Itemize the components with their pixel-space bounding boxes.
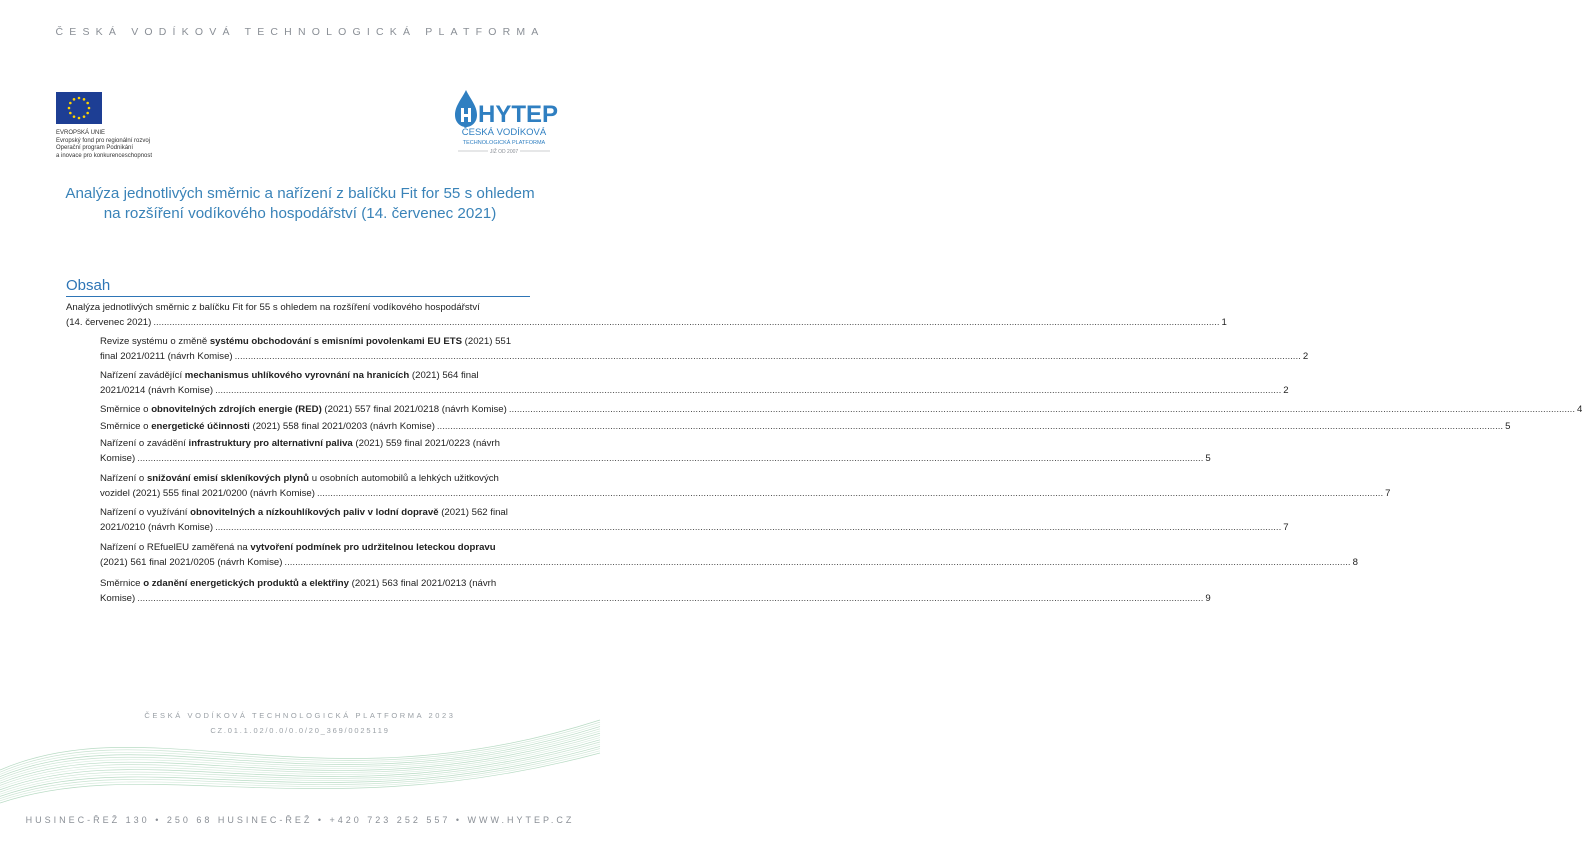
toc-entry-text: (14. červenec 2021) [66, 317, 152, 328]
toc-entry-text: Nařízení o REfuelEU zaměřená na [100, 542, 251, 553]
eu-star-icon [69, 112, 72, 115]
toc-entry-text: (2021) 559 final 2021/0223 (návrh [352, 438, 500, 449]
toc-dot-leader: ................................................................................................................................................................................................................................................................................................................................................................................................................ [137, 593, 1204, 604]
toc-entry-text: (2021) 563 final 2021/0213 (návrh [348, 578, 497, 589]
toc-entry-text: obnovitelných zdrojích energie (RED) [151, 404, 322, 415]
toc-dot-leader: ................................................................................................................................................................................................................................................................................................................................................................................................................ [234, 351, 1301, 362]
toc-entry-text: Analýza jednotlivých směrnic z balíčku Fit for 55 s ohledem na rozšíření vodíkového hospodářství [66, 302, 480, 313]
document-title: Analýza jednotlivých směrnic a nařízení z balíčku Fit for 55 s ohledem na rozšíření vodíkového hospodářství (14. červenec 2021) [65, 185, 535, 222]
platform-header: ČESKÁ VODÍKOVÁ TECHNOLOGICKÁ PLATFORMA [55, 26, 545, 38]
toc-entry-text: (2021) 551 [462, 336, 512, 347]
toc-entry-text: Komise) [100, 593, 136, 604]
eu-funding-text [56, 130, 226, 160]
toc-entry[interactable] [100, 402, 1582, 417]
toc-entry-text: Nařízení o využívání [100, 507, 191, 518]
toc-dot-leader: ................................................................................................................................................................................................................................................................................................................................................................................................................ [215, 385, 1282, 396]
toc-entry-text: Nařízení o [100, 473, 147, 484]
eu-flag-icon [56, 92, 102, 124]
hytep-wordmark: HYTEP [478, 101, 559, 128]
toc-entry[interactable] [100, 419, 1511, 434]
toc-dot-leader: ................................................................................................................................................................................................................................................................................................................................................................................................................ [436, 421, 1504, 432]
toc-entry-text: (2021) 561 final 2021/0205 (návrh Komise) [100, 557, 283, 568]
toc-entry-text: obnovitelných a nízkouhlíkových paliv v lodní dopravě [190, 507, 439, 518]
eu-star-icon [78, 97, 81, 100]
toc-entry-text: (2021) 562 final [438, 507, 508, 518]
eu-star-icon [83, 115, 86, 118]
eu-star-icon [88, 107, 91, 110]
toc-entry[interactable] [100, 368, 1289, 398]
toc-page-number: 7 [1283, 522, 1289, 533]
toc-entry-text: mechanismus uhlíkového vyrovnání na hranicích [184, 370, 410, 381]
toc-entry-text: Směrnice o [100, 421, 152, 432]
toc-entry[interactable] [100, 471, 1391, 501]
toc-entry-text: vytvoření podmínek pro udržitelnou leteckou dopravu [250, 542, 496, 553]
eu-star-icon [69, 102, 72, 105]
toc-entry-text: systému obchodování s emisními povolenkami EU ETS [209, 336, 463, 347]
toc-page-number: 8 [1352, 557, 1358, 568]
toc-entry-text: Revize systému o změně [100, 336, 210, 347]
water-drop-icon [455, 90, 477, 127]
decorative-waves [0, 690, 600, 810]
eu-funding-logo [56, 92, 226, 160]
toc-entry-text: final 2021/0211 (návrh Komise) [100, 351, 233, 362]
footer-platform-year: ČESKÁ VODÍKOVÁ TECHNOLOGICKÁ PLATFORMA 2023 [144, 711, 456, 720]
toc-entry-text: Směrnice o [100, 404, 152, 415]
hytep-logo-graphic [452, 88, 559, 158]
toc-entry-text: u osobních automobilů a lehkých užitkových [309, 473, 499, 484]
toc-dot-leader: ................................................................................................................................................................................................................................................................................................................................................................................................................ [153, 317, 1220, 328]
footer-contact: HUSINEC-ŘEŽ 130 • 250 68 HUSINEC-ŘEŽ • +420 723 252 557 • WWW.HYTEP.CZ [25, 815, 575, 825]
eu-star-icon [73, 115, 76, 118]
toc-page-number: 2 [1283, 385, 1289, 396]
eu-text-line: Evropský fond pro regionální rozvoj [56, 137, 151, 144]
toc-entry-text: Směrnice [100, 578, 144, 589]
eu-star-icon [83, 98, 86, 101]
toc-dot-leader: ................................................................................................................................................................................................................................................................................................................................................................................................................ [137, 453, 1204, 464]
toc-dot-leader: ................................................................................................................................................................................................................................................................................................................................................................................................................ [316, 488, 1384, 499]
toc-page-number: 7 [1385, 488, 1391, 499]
toc-entry[interactable] [66, 300, 1227, 330]
footer-project-code: CZ.01.1.02/0.0/0.0/20_369/0025119 [210, 726, 390, 735]
toc-heading: Obsah [66, 277, 111, 294]
eu-text-line: EVROPSKÁ UNIE [56, 130, 106, 136]
toc-entry-text: 2021/0214 (návrh Komise) [100, 385, 214, 396]
toc-entry-text: Nařízení zavádějící [100, 370, 185, 381]
eu-star-icon [68, 107, 71, 110]
eu-star-icon [86, 112, 89, 115]
eu-star-icon [78, 117, 81, 120]
toc-entry-text: (2021) 557 final 2021/0218 (návrh Komise) [321, 404, 507, 415]
toc-page-number: 1 [1221, 317, 1227, 328]
toc-page-number: 5 [1505, 421, 1511, 432]
toc-entry-text: (2021) 564 final [409, 370, 479, 381]
hytep-logo [452, 88, 559, 158]
toc-dot-leader: ................................................................................................................................................................................................................................................................................................................................................................................................................ [508, 404, 1576, 415]
toc-dot-leader: ................................................................................................................................................................................................................................................................................................................................................................................................................ [284, 557, 1351, 568]
toc-page-number: 2 [1302, 351, 1309, 362]
toc-entry[interactable] [100, 334, 1309, 364]
toc-entry-text: energetické účinnosti [151, 421, 250, 432]
toc-entry-text: 2021/0210 (návrh Komise) [100, 522, 214, 533]
toc-entry[interactable] [100, 505, 1289, 535]
hytep-since: JIŽ OD 2007 [489, 149, 519, 155]
eu-text-line: Operační program Podnikání [56, 145, 134, 151]
toc-page-number: 5 [1205, 453, 1211, 464]
toc-page-number: 9 [1205, 593, 1211, 604]
toc-entry-text: Komise) [100, 453, 136, 464]
toc-heading-rule [66, 296, 530, 297]
toc-entry[interactable] [100, 576, 1211, 606]
toc-page-number: 4 [1577, 404, 1582, 415]
hytep-subtitle-1: ČESKÁ VODÍKOVÁ [461, 127, 547, 138]
toc-entry-text: infrastruktury pro alternativní paliva [188, 438, 353, 449]
toc-entry-text: Nařízení o zavádění [100, 438, 189, 449]
toc-entry[interactable] [100, 436, 1211, 466]
hytep-subtitle-2: TECHNOLOGICKÁ PLATFORMA [462, 140, 546, 146]
toc-dot-leader: ................................................................................................................................................................................................................................................................................................................................................................................................................ [215, 522, 1282, 533]
toc-entry[interactable] [100, 540, 1358, 570]
eu-star-icon [86, 102, 89, 105]
eu-text-line: a inovace pro konkurenceschopnost [56, 152, 153, 159]
toc-entry-text: (2021) 558 final 2021/0203 (návrh Komise) [249, 421, 435, 432]
toc-entry-text: o zdanění energetických produktů a elektřiny [143, 578, 349, 589]
eu-star-icon [73, 98, 76, 101]
toc-entry-text: snižování emisí skleníkových plynů [146, 473, 310, 484]
toc-entry-text: vozidel (2021) 555 final 2021/0200 (návrh Komise) [100, 488, 315, 499]
